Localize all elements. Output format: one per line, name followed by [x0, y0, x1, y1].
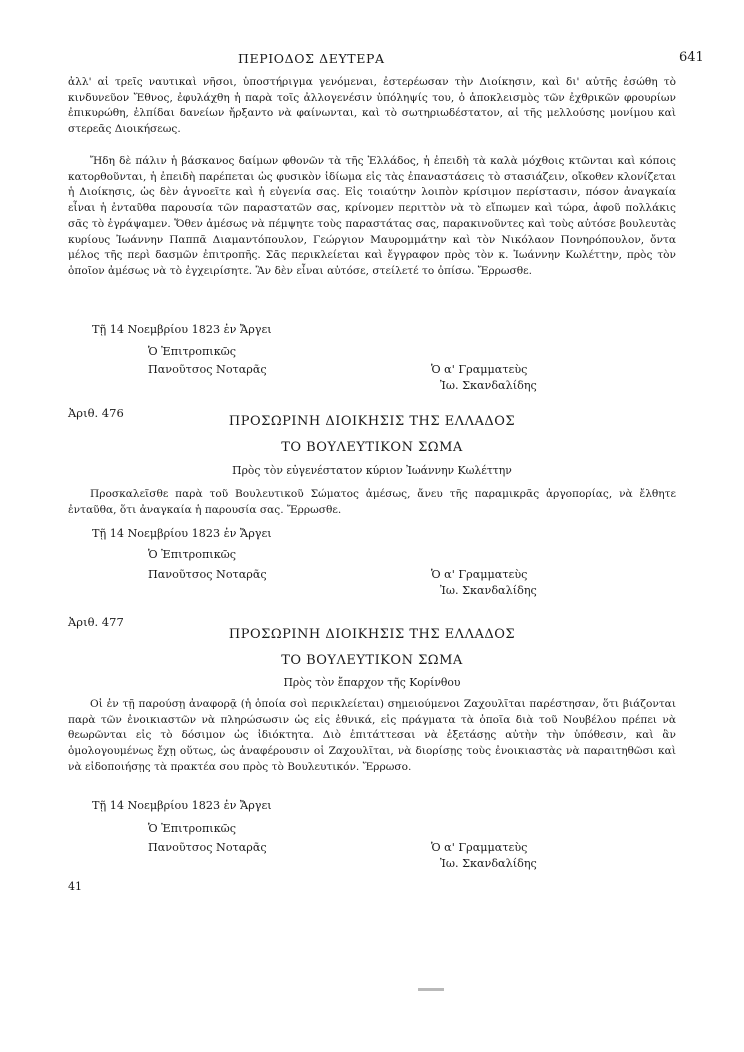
doc3-heading-government: ΠΡΟΣΩΡΙΝΗ ΔΙΟΙΚΗΣΙΣ ΤΗΣ ΕΛΛΑΔΟΣ: [228, 627, 516, 642]
doc3-right-signature-title: Ὁ α' Γραμματεὺς: [431, 841, 528, 854]
doc3-left-signature-name: Πανοῦτσος Νοταρᾶς: [148, 841, 267, 854]
doc2-date-line: Τῇ 14 Νοεμβρίου 1823 ἐν Ἄργει: [92, 527, 272, 540]
doc1-right-signature-name: Ἰω. Σκανδαλίδης: [440, 379, 537, 392]
doc2-body: Προσκαλεῖσθε παρὰ τοῦ Βουλευτικοῦ Σώματος ἀμέσως, ἄνευ τῆς παραμικρᾶς ἀργοπορίας, νὰ ἔλθητε ἐνταῦθα, ὅτι ἀναγκαία ἡ παρουσία σας. Ἔρρωσθε.: [68, 488, 676, 516]
doc1-date-line: Τῇ 14 Νοεμβρίου 1823 ἐν Ἄργει: [92, 323, 272, 336]
doc3-left-signature-title: Ὁ Ἐπιτροπικῶς: [148, 822, 237, 835]
doc1-left-signature-title: Ὁ Ἐπιτροπικῶς: [148, 345, 237, 358]
printer-signature-mark: 41: [68, 880, 82, 893]
doc1-paragraph-2: Ἤδη δὲ πάλιν ἡ βάσκανος δαίμων φθονῶν τὰ τῆς Ἑλλάδος, ἡ ἐπειδὴ τὰ καλὰ μόχθοις κτῶνται καὶ κόποις κατορθοῦνται, ἡ ἐπειδὴ παρέπεται ὡς φυσικὸν ἰδίωμα εἰς τὰς ἐπαναστάσεις τὸ στασιάζειν, οἴκοθεν κλονίζεται ἡ Διοίκησις, ὡς δὲν ἀγνοεῖτε καὶ ἡ εὐγενία σας. Εἰς τοιαύτην λοιπὸν κρίσιμον περίστασιν, πόσον ἀναγκαία εἶναι ἡ ἐνταῦθα παρουσία τῶν παραστατῶν σας, κρίνομεν περιττὸν νὰ τὸ εἴπωμεν καὶ τώρα, ἀφοῦ πολλάκις σᾶς τὸ ἐγράψαμεν. Ὅθεν ἀμέσως νὰ πέμψητε τοὺς παραστάτας σας, παρακινοῦντες καὶ τοὺς αὐτόσε βουλευτὰς κυρίους Ἰωάννην Παππᾶ Διαμαντόπουλον, Γεώργιον Μαυρομμάτην καὶ τὸν Νικόλαον Πονηρόπουλον, ὄντα μέλος τῆς περὶ δασμῶν ἐπιτροπῆς. Σᾶς περικλείεται καὶ ἔγγραφον πρὸς τὸν κ. Ἰωάννην Κωλέττην, πρὸς τὸν ὁποῖον ἀμέσως νὰ τὸ ἐγχειρίσητε. Ἂν δὲν εἶναι αὐτόσε, στείλετέ το ὀπίσω. Ἔρρωσθε.: [68, 155, 676, 277]
page-number: 641: [679, 50, 704, 65]
doc2-right-signature-title: Ὁ α' Γραμματεὺς: [431, 568, 528, 581]
doc3-date-line: Τῇ 14 Νοεμβρίου 1823 ἐν Ἄργει: [92, 799, 272, 812]
doc2-number: Ἀριθ. 476: [68, 406, 124, 420]
doc3-right-signature-name: Ἰω. Σκανδαλίδης: [440, 857, 537, 870]
doc1-left-signature-name: Πανοῦτσος Νοταρᾶς: [148, 363, 267, 376]
doc3-body: Οἱ ἐν τῇ παρούσῃ ἀναφορᾷ (ἡ ὁποία σοὶ περικλείεται) σημειούμενοι Ζαχουλῖται παρέστησαν, ὅτι βιάζονται παρὰ τῶν ἐνοικιαστῶν νὰ πληρώσωσιν ὡς εἰς ἐθνικά, εἰς πράγματα τὰ ὁποῖα διὰ τοῦ Νουβέλου πρέπει νὰ θεωρῶνται εἰς τὸ δόσιμον ὡς ἰδιόκτητα. Διὸ ἐπιτάττεσαι νὰ ἐξετάσῃς αὐτὴν τὴν ὑπόθεσιν, καὶ ἂν ὁμολογουμένως ἔχῃ οὕτως, ὡς ἀναφέρουσιν οἱ Ζαχουλῖται, νὰ διορίσῃς τοὺς ἐνοικιαστὰς νὰ παραιτηθῶσι καὶ νὰ εἰδοποιήσῃς τὰ πρακτέα σου πρὸς τὸ Βουλευτικόν. Ἔρρωσο.: [68, 698, 676, 773]
doc2-heading-government: ΠΡΟΣΩΡΙΝΗ ΔΙΟΙΚΗΣΙΣ ΤΗΣ ΕΛΛΑΔΟΣ: [228, 414, 516, 429]
running-header-title: ΠΕΡΙΟΔΟΣ ΔΕΥΤΕΡΑ: [238, 51, 385, 66]
doc2-addressee: Πρὸς τὸν εὐγενέστατον κύριον Ἰωάννην Κωλέττην: [232, 464, 512, 477]
doc3-number: Ἀριθ. 477: [68, 615, 124, 629]
scan-smudge: [418, 988, 444, 991]
doc2-heading-body: ΤΟ ΒΟΥΛΕΥΤΙΚΟΝ ΣΩΜΑ: [281, 440, 463, 455]
doc2-right-signature-name: Ἰω. Σκανδαλίδης: [440, 584, 537, 597]
doc1-right-signature-title: Ὁ α' Γραμματεὺς: [431, 363, 528, 376]
doc3-heading-body: ΤΟ ΒΟΥΛΕΥΤΙΚΟΝ ΣΩΜΑ: [281, 653, 463, 668]
doc1-paragraph-1: ἀλλ' αἱ τρεῖς ναυτικαὶ νῆσοι, ὑποστήριγμα γενόμεναι, ἐστερέωσαν τὴν Διοίκησιν, καὶ δι' αὐτῆς ἐσώθη τὸ κινδυνεῦον Ἔθνος, ἐφυλάχθη ἡ παρὰ τοῖς ἀλλογενέσιν ὑπόληψίς του, ὁ ἀποκλεισμὸς τῶν ἐχθρικῶν φρουρίων ἐπικυρώθη, ἐλπίδαι δανείων ἤρξαντο νὰ φαίνωνται, καὶ τὸ σωτηριωδέστατον, αἱ τῆς μελλούσης μονίμου καὶ στερεᾶς Διοικήσεως.: [68, 76, 676, 136]
doc3-addressee: Πρὸς τὸν ἔπαρχον τῆς Κορίνθου: [283, 676, 461, 689]
doc2-left-signature-title: Ὁ Ἐπιτροπικῶς: [148, 548, 237, 561]
doc2-left-signature-name: Πανοῦτσος Νοταρᾶς: [148, 568, 267, 581]
